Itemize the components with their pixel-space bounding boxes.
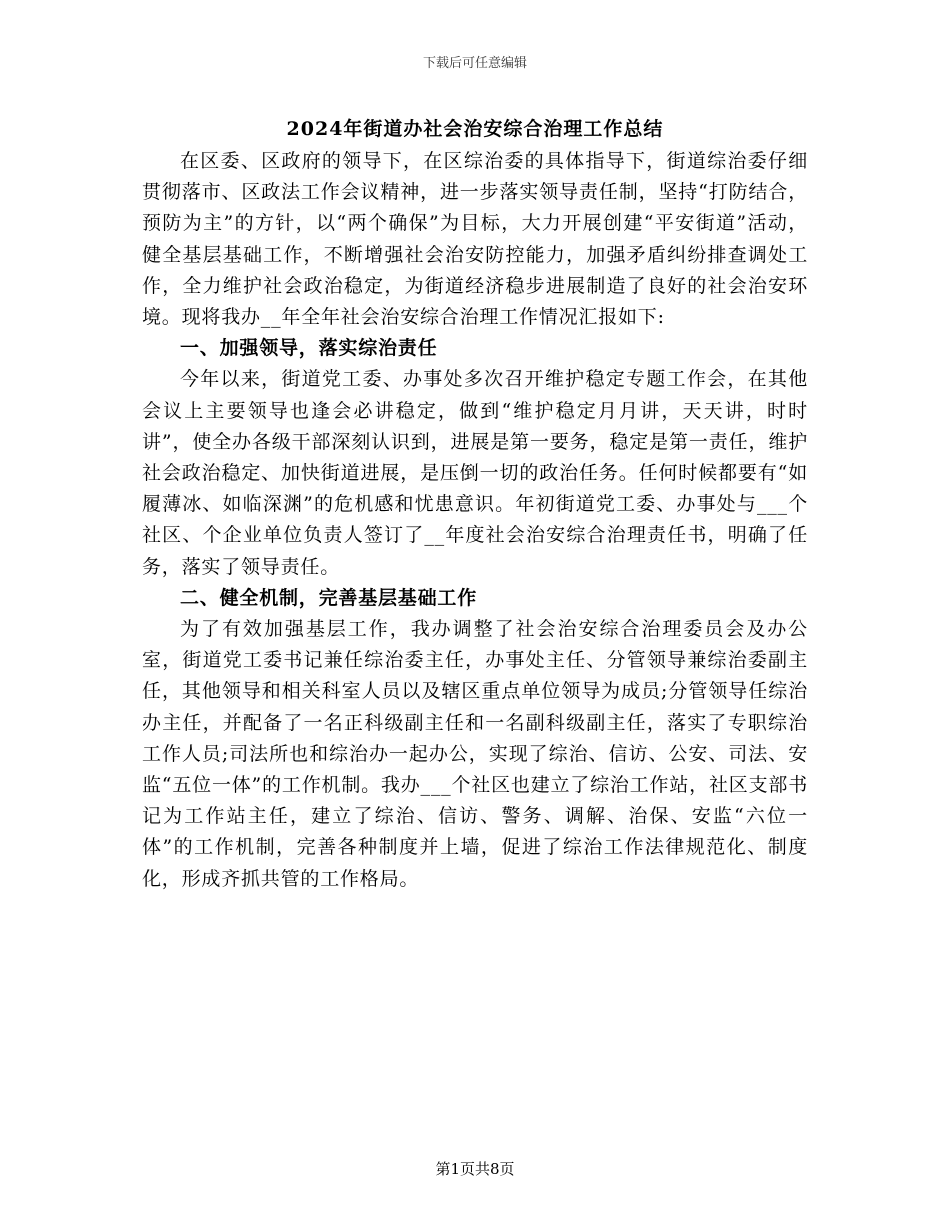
page-number: 第1页共8页 — [435, 1160, 515, 1178]
section-heading-2: 二、健全机制，完善基层基础工作 — [180, 586, 478, 609]
intro-paragraph: 在区委、区政府的领导下，在区综治委的具体指导下，街道综治委仔细贯彻落市、区政法工作会议精神，进一步落实领导责任制，坚持“打防结合，预防为主”的方针，以“两个确保”为目标，大力开展创建“平安街道”活动，健全基层基础工作，不断增强社会治安防控能力，加强矛盾纠纷排查调处工作，全力维护社会政治稳定，为街道经济稳步进展制造了良好的社会治安环境。现将我办__年全年社会治安综合治理工作情况汇报如下: — [142, 150, 808, 329]
section-paragraph-1: 今年以来，街道党工委、办事处多次召开维护稳定专题工作会，在其他会议上主要领导也逢会必讲稳定，做到“维护稳定月月讲，天天讲，时时讲”，使全办各级干部深刻认识到，进展是第一要务，稳定是第一责任，维护社会政治稳定、加快街道进展，是压倒一切的政治任务。任何时候都要有“如履薄冰、如临深渊”的危机感和忧患意识。年初街道党工委、办事处与___个社区、个企业单位负责人签订了__年度社会治安综合治理责任书，明确了任务，落实了领导责任。 — [142, 368, 808, 578]
document-body — [142, 146, 808, 895]
document-title: 2024年街道办社会治安综合治理工作总结 — [286, 118, 664, 140]
page-header-note: 下载后可任意编辑 — [422, 56, 527, 71]
section-heading-1: 一、加强领导，落实综治责任 — [180, 337, 438, 360]
section-paragraph-2: 为了有效加强基层工作，我办调整了社会治安综合治理委员会及办公室，街道党工委书记兼任综治委主任，办事处主任、分管领导兼综治委副主任，其他领导和相关科室人员以及辖区重点单位领导为成员;分管领导任综治办主任，并配备了一名正科级副主任和一名副科级副主任，落实了专职综治工作人员;司法所也和综治办一起办公，实现了综治、信访、公安、司法、安监“五位一体”的工作机制。我办___个社区也建立了综治工作站，社区支部书记为工作站主任，建立了综治、信访、警务、调解、治保、安监“六位一体”的工作机制，完善各种制度并上墙，促进了综治工作法律规范化、制度化，形成齐抓共管的工作格局。 — [142, 618, 808, 890]
